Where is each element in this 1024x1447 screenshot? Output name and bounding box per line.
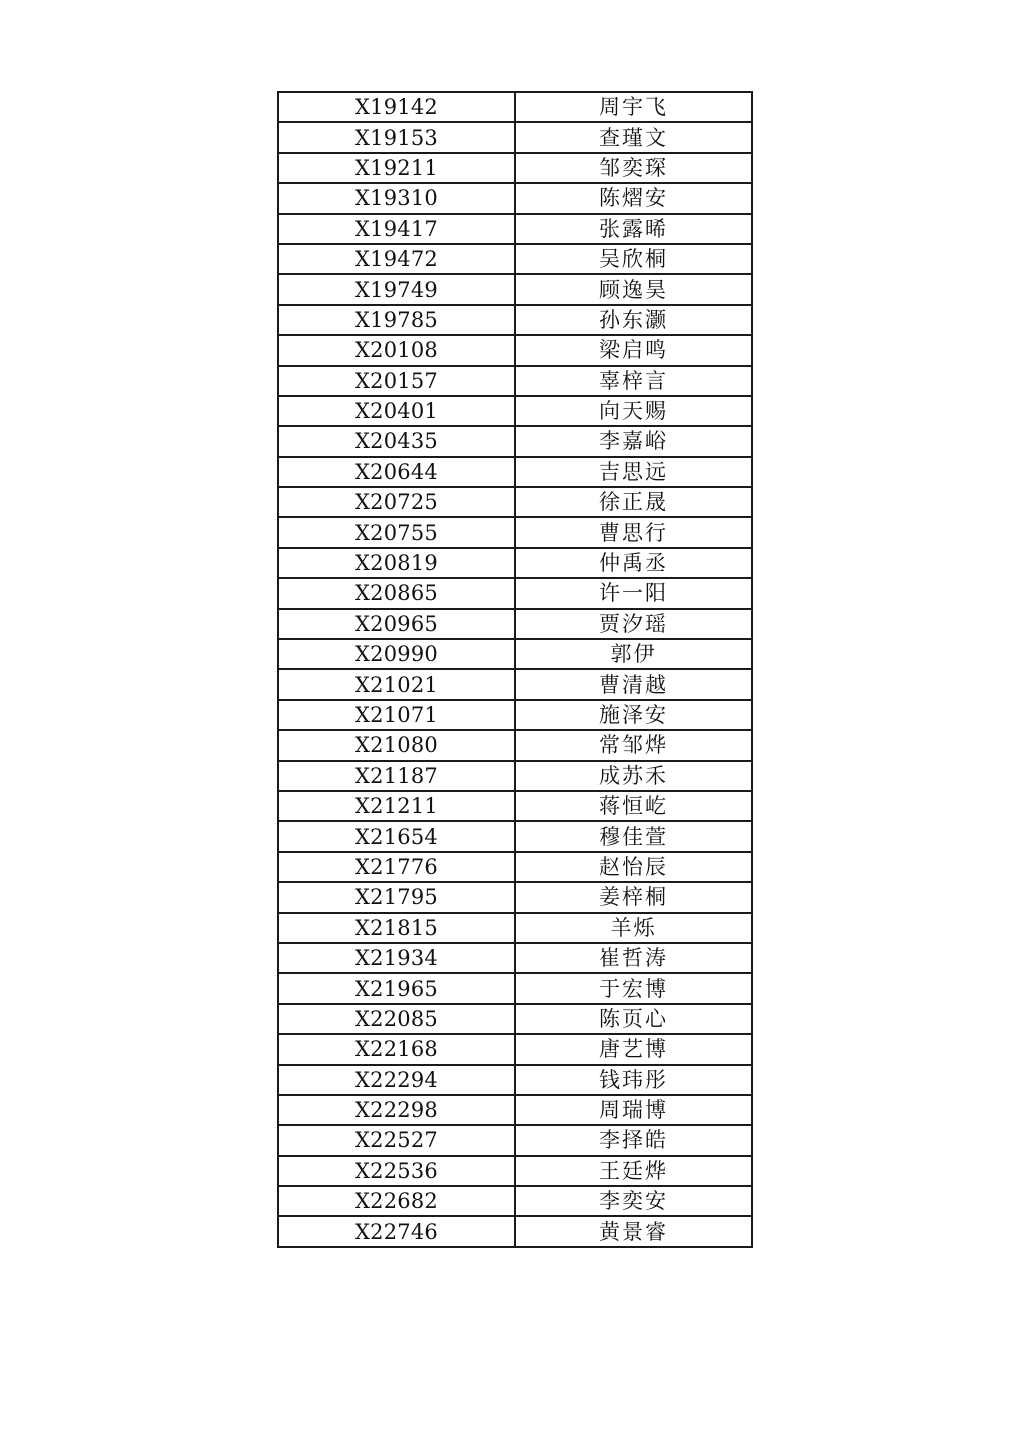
table-row — [278, 761, 752, 791]
student-name-cell: 姜梓桐 — [515, 882, 752, 912]
student-name-cell: 唐艺博 — [515, 1034, 752, 1064]
student-id-cell: X20157 — [278, 366, 515, 396]
student-id-cell: X22746 — [278, 1216, 515, 1246]
student-name-cell: 陈熠安 — [515, 183, 752, 213]
student-id-cell: X22168 — [278, 1034, 515, 1064]
table-row — [278, 943, 752, 973]
student-name-cell: 蒋恒屹 — [515, 791, 752, 821]
student-name-cell: 崔哲涛 — [515, 943, 752, 973]
table-row — [278, 1095, 752, 1125]
student-id-cell: X22085 — [278, 1004, 515, 1034]
student-id-cell: X19472 — [278, 244, 515, 274]
student-id-cell: X20401 — [278, 396, 515, 426]
table-row — [278, 730, 752, 760]
student-id-cell: X19749 — [278, 274, 515, 304]
table-row — [278, 1065, 752, 1095]
table-row — [278, 335, 752, 365]
student-id-cell: X20990 — [278, 639, 515, 669]
student-name-cell: 赵怡辰 — [515, 852, 752, 882]
roster-table-body — [278, 92, 752, 1247]
table-row — [278, 396, 752, 426]
table-row — [278, 1034, 752, 1064]
table-row — [278, 214, 752, 244]
student-name-cell: 羊烁 — [515, 913, 752, 943]
student-name-cell: 辜梓言 — [515, 366, 752, 396]
table-row — [278, 791, 752, 821]
student-id-cell: X20819 — [278, 548, 515, 578]
student-name-cell: 钱玮彤 — [515, 1065, 752, 1095]
student-id-cell: X20755 — [278, 517, 515, 547]
student-id-cell: X19310 — [278, 183, 515, 213]
student-id-cell: X20108 — [278, 335, 515, 365]
table-row — [278, 882, 752, 912]
table-row — [278, 548, 752, 578]
student-name-cell: 贾汐瑶 — [515, 609, 752, 639]
table-row — [278, 305, 752, 335]
student-id-cell: X20865 — [278, 578, 515, 608]
student-id-cell: X20644 — [278, 457, 515, 487]
student-name-cell: 吴欣桐 — [515, 244, 752, 274]
table-row — [278, 457, 752, 487]
student-id-cell: X19785 — [278, 305, 515, 335]
table-row — [278, 122, 752, 152]
student-name-cell: 曹思行 — [515, 517, 752, 547]
table-row — [278, 1004, 752, 1034]
roster-sheet — [277, 91, 747, 1248]
student-name-cell: 周瑞博 — [515, 1095, 752, 1125]
student-id-cell: X21795 — [278, 882, 515, 912]
student-name-cell: 穆佳萱 — [515, 821, 752, 851]
student-id-cell: X21934 — [278, 943, 515, 973]
table-row — [278, 1156, 752, 1186]
student-id-cell: X22294 — [278, 1065, 515, 1095]
table-row — [278, 92, 752, 122]
student-id-cell: X22682 — [278, 1186, 515, 1216]
student-id-cell: X22298 — [278, 1095, 515, 1125]
student-id-cell: X19211 — [278, 153, 515, 183]
table-row — [278, 183, 752, 213]
table-row — [278, 153, 752, 183]
table-row — [278, 639, 752, 669]
table-row — [278, 517, 752, 547]
table-row — [278, 1216, 752, 1246]
student-name-cell: 张露晞 — [515, 214, 752, 244]
student-name-cell: 黄景睿 — [515, 1216, 752, 1246]
student-name-cell: 李奕安 — [515, 1186, 752, 1216]
table-row — [278, 426, 752, 456]
student-id-cell: X21654 — [278, 821, 515, 851]
student-id-cell: X21080 — [278, 730, 515, 760]
student-name-cell: 周宇飞 — [515, 92, 752, 122]
student-name-cell: 孙东灏 — [515, 305, 752, 335]
table-row — [278, 973, 752, 1003]
student-id-cell: X20435 — [278, 426, 515, 456]
student-name-cell: 仲禹丞 — [515, 548, 752, 578]
student-name-cell: 李嘉峪 — [515, 426, 752, 456]
student-id-cell: X21815 — [278, 913, 515, 943]
roster-table — [277, 91, 753, 1248]
student-id-cell: X21965 — [278, 973, 515, 1003]
table-row — [278, 366, 752, 396]
student-name-cell: 成苏禾 — [515, 761, 752, 791]
student-name-cell: 梁启鸣 — [515, 335, 752, 365]
table-row — [278, 913, 752, 943]
student-id-cell: X20725 — [278, 487, 515, 517]
table-row — [278, 578, 752, 608]
table-row — [278, 1125, 752, 1155]
student-id-cell: X22527 — [278, 1125, 515, 1155]
student-name-cell: 查瑾文 — [515, 122, 752, 152]
table-row — [278, 700, 752, 730]
student-name-cell: 邹奕琛 — [515, 153, 752, 183]
student-name-cell: 王廷烨 — [515, 1156, 752, 1186]
student-name-cell: 常邹烨 — [515, 730, 752, 760]
student-name-cell: 李择皓 — [515, 1125, 752, 1155]
student-id-cell: X19153 — [278, 122, 515, 152]
student-id-cell: X21187 — [278, 761, 515, 791]
table-row — [278, 821, 752, 851]
table-row — [278, 487, 752, 517]
student-name-cell: 于宏博 — [515, 973, 752, 1003]
student-id-cell: X20965 — [278, 609, 515, 639]
student-id-cell: X19142 — [278, 92, 515, 122]
student-id-cell: X22536 — [278, 1156, 515, 1186]
student-id-cell: X21776 — [278, 852, 515, 882]
student-id-cell: X21071 — [278, 700, 515, 730]
student-name-cell: 施泽安 — [515, 700, 752, 730]
table-row — [278, 1186, 752, 1216]
student-id-cell: X21021 — [278, 669, 515, 699]
student-name-cell: 陈页心 — [515, 1004, 752, 1034]
table-row — [278, 852, 752, 882]
student-id-cell: X19417 — [278, 214, 515, 244]
student-name-cell: 徐正晟 — [515, 487, 752, 517]
table-row — [278, 244, 752, 274]
table-row — [278, 274, 752, 304]
table-row — [278, 669, 752, 699]
student-name-cell: 郭伊 — [515, 639, 752, 669]
student-name-cell: 顾逸昊 — [515, 274, 752, 304]
student-id-cell: X21211 — [278, 791, 515, 821]
student-name-cell: 许一阳 — [515, 578, 752, 608]
table-row — [278, 609, 752, 639]
student-name-cell: 吉思远 — [515, 457, 752, 487]
student-name-cell: 曹清越 — [515, 669, 752, 699]
student-name-cell: 向天赐 — [515, 396, 752, 426]
